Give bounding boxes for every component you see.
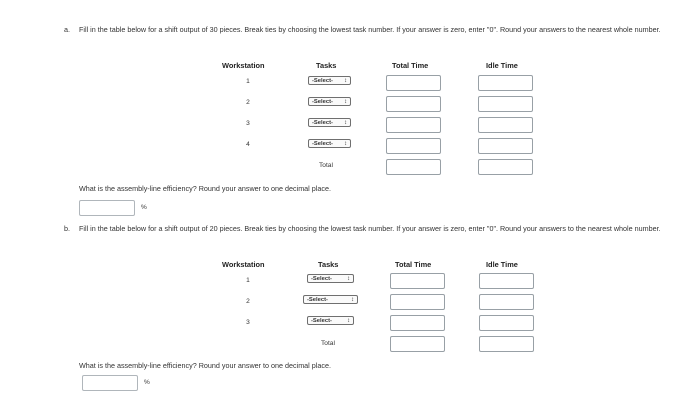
- updown-arrow-icon: ↕: [344, 77, 347, 84]
- part-a-row-workstation: 1: [246, 78, 250, 85]
- part-a-idle-time-input[interactable]: [478, 75, 533, 91]
- part-a-header-workstation: Workstation: [222, 61, 265, 70]
- part-b-row-workstation: 1: [246, 277, 250, 284]
- part-a-total-time-input[interactable]: [386, 138, 441, 154]
- part-a-task-select[interactable]: [308, 118, 351, 127]
- part-b-idle-time-input[interactable]: [479, 273, 534, 289]
- part-b-total-time-input[interactable]: [390, 294, 445, 310]
- part-b-header-tasks: Tasks: [318, 260, 339, 269]
- part-a-header-tasks: Tasks: [316, 61, 337, 70]
- part-a-idle-time-input[interactable]: [478, 138, 533, 154]
- part-b-instructions: Fill in the table below for a shift output of 20 pieces. Break ties by choosing the lowest task number. If your answer is zero, enter "0". Round your answers to the nearest whole number.: [79, 224, 661, 233]
- part-a-total-time-input[interactable]: [386, 96, 441, 112]
- updown-arrow-icon: ↕: [351, 296, 354, 303]
- part-a-total-time-input[interactable]: [386, 75, 441, 91]
- part-a-task-select-value: -Select-: [312, 98, 333, 105]
- updown-arrow-icon: ↕: [344, 98, 347, 105]
- part-a-row-workstation: 3: [246, 120, 250, 127]
- part-b-header-workstation: Workstation: [222, 260, 265, 269]
- part-a-task-select[interactable]: [308, 76, 351, 85]
- part-b-task-select-value: -Select-: [307, 296, 328, 303]
- part-b-task-select-value: -Select-: [311, 317, 332, 324]
- part-b-idle-time-input[interactable]: [479, 294, 534, 310]
- updown-arrow-icon: ↕: [347, 275, 350, 282]
- part-a-header-idle-time: Idle Time: [486, 61, 518, 70]
- part-a-task-select-value: -Select-: [312, 140, 333, 147]
- part-a-efficiency-question: What is the assembly-line efficiency? Round your answer to one decimal place.: [79, 184, 331, 193]
- part-a-row-workstation: 2: [246, 99, 250, 106]
- part-b-header-idle-time: Idle Time: [486, 260, 518, 269]
- updown-arrow-icon: ↕: [347, 317, 350, 324]
- part-a-total-label: Total: [319, 162, 333, 169]
- part-b-total-time-input[interactable]: [390, 273, 445, 289]
- part-b-header-total-time: Total Time: [395, 260, 432, 269]
- part-b-total-time-sum-input[interactable]: [390, 336, 445, 352]
- part-a-idle-time-sum-input[interactable]: [478, 159, 533, 175]
- part-a-instructions: Fill in the table below for a shift output of 30 pieces. Break ties by choosing the lowest task number. If your answer is zero, enter "0". Round your answers to the nearest whole number.: [79, 25, 661, 34]
- part-a-total-time-sum-input[interactable]: [386, 159, 441, 175]
- part-b-task-select[interactable]: [307, 274, 354, 283]
- part-b-row-workstation: 3: [246, 319, 250, 326]
- part-b-task-select[interactable]: [307, 316, 354, 325]
- part-b-task-select[interactable]: [303, 295, 358, 304]
- part-a-task-select[interactable]: [308, 97, 351, 106]
- part-a-efficiency-input[interactable]: [79, 200, 135, 216]
- part-a-prefix: a.: [64, 25, 70, 34]
- part-a-percent-unit: %: [141, 204, 147, 211]
- part-b-percent-unit: %: [144, 379, 150, 386]
- part-a-idle-time-input[interactable]: [478, 96, 533, 112]
- part-a-task-select[interactable]: [308, 139, 351, 148]
- updown-arrow-icon: ↕: [344, 119, 347, 126]
- part-a-header-total-time: Total Time: [392, 61, 429, 70]
- part-a-total-time-input[interactable]: [386, 117, 441, 133]
- part-a-task-select-value: -Select-: [312, 119, 333, 126]
- part-a-task-select-value: -Select-: [312, 77, 333, 84]
- part-b-efficiency-input[interactable]: [82, 375, 138, 391]
- part-b-task-select-value: -Select-: [311, 275, 332, 282]
- part-b-total-label: Total: [321, 340, 335, 347]
- updown-arrow-icon: ↕: [344, 140, 347, 147]
- part-b-idle-time-input[interactable]: [479, 315, 534, 331]
- part-b-row-workstation: 2: [246, 298, 250, 305]
- part-b-idle-time-sum-input[interactable]: [479, 336, 534, 352]
- part-b-total-time-input[interactable]: [390, 315, 445, 331]
- part-b-efficiency-question: What is the assembly-line efficiency? Round your answer to one decimal place.: [79, 361, 331, 370]
- part-a-row-workstation: 4: [246, 141, 250, 148]
- part-b-prefix: b.: [64, 224, 70, 233]
- part-a-idle-time-input[interactable]: [478, 117, 533, 133]
